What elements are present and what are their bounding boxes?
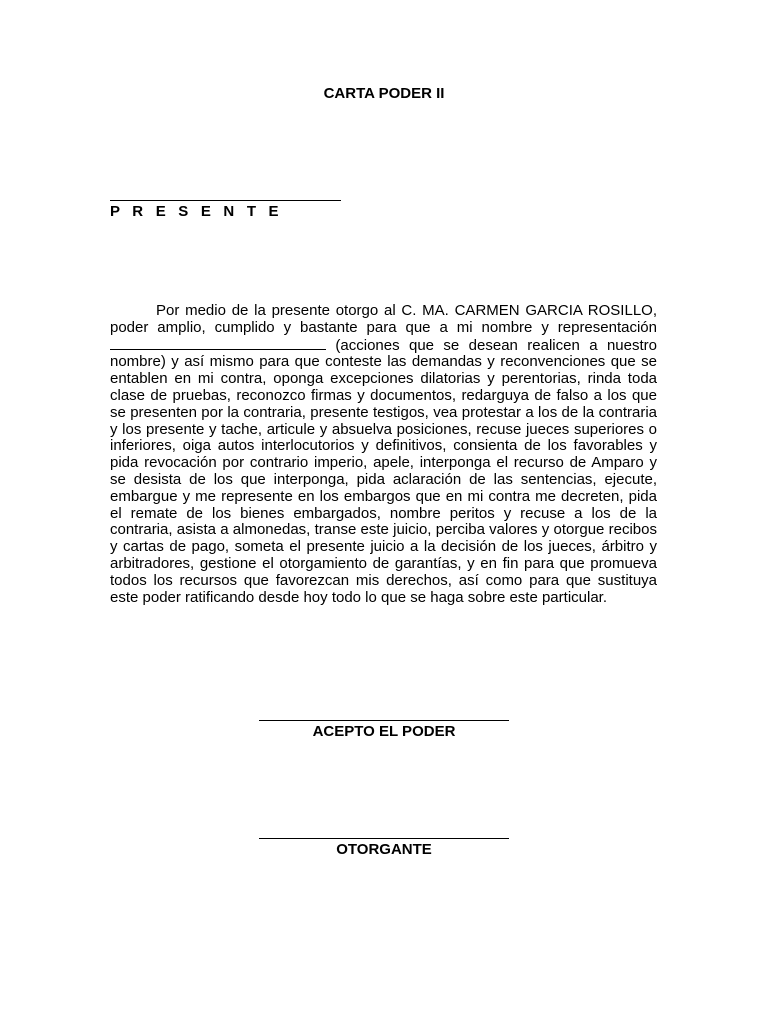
document-title: CARTA PODER II [323,85,445,102]
accept-signature-line [259,720,509,721]
accept-signature-block [259,720,509,740]
body-text-part-1: Por medio de la presente otorgo al C. MA. CARMEN GARCIA ROSILLO, poder amplio, cumplido y bastante para que a mi nombre y representación [110,302,657,336]
addressee-blank-line [110,200,341,201]
grantor-signature-line [259,838,509,839]
accept-signature-label: ACEPTO EL PODER [312,723,456,740]
actions-blank-line [110,337,326,350]
grantor-signature-label: OTORGANTE [336,841,432,858]
grantor-signature-block [259,838,509,858]
addressee-label: P R E S E N T E [110,203,283,220]
body-text-part-2: (acciones que se desean realicen a nuestro nombre) y así mismo para que conteste las demandas y reconvenciones que se entablen en mi contra, oponga excepciones dilatorias y perentorias, rinda toda clase de pruebas, reconozco firmas y documentos, redarguya de falso a los que se presenten por la contraria, presente testigos, vea protestar a los de la contraria y los presente y tache, articule y absuelva posiciones, recuse jueces superiores o inferiores, oiga autos interlocutorios y definitivos, consienta de los favorables y pida revocación por contrario imperio, apele, interponga el recurso de Amparo y se desista de los que interponga, pida aclaración de las sentencias, ejecute, embargue y me represente en los embargos que en mi contra me decreten, pida el remate de los bienes embargados, nombre peritos y recuse a los de la contraria, asista a almonedas, transe este juicio, perciba valores y otorgue recibos y cartas de pago, someta el presente juicio a la decisión de los jueces, árbitro y arbitradores, gestione el otorgamiento de garantías, y en fin para que promueva todos los recursos que favorezcan mis derechos, así como para que sustituya este poder ratificando desde hoy todo lo que se haga sobre este particular. [110,336,657,606]
body-paragraph [110,303,657,606]
